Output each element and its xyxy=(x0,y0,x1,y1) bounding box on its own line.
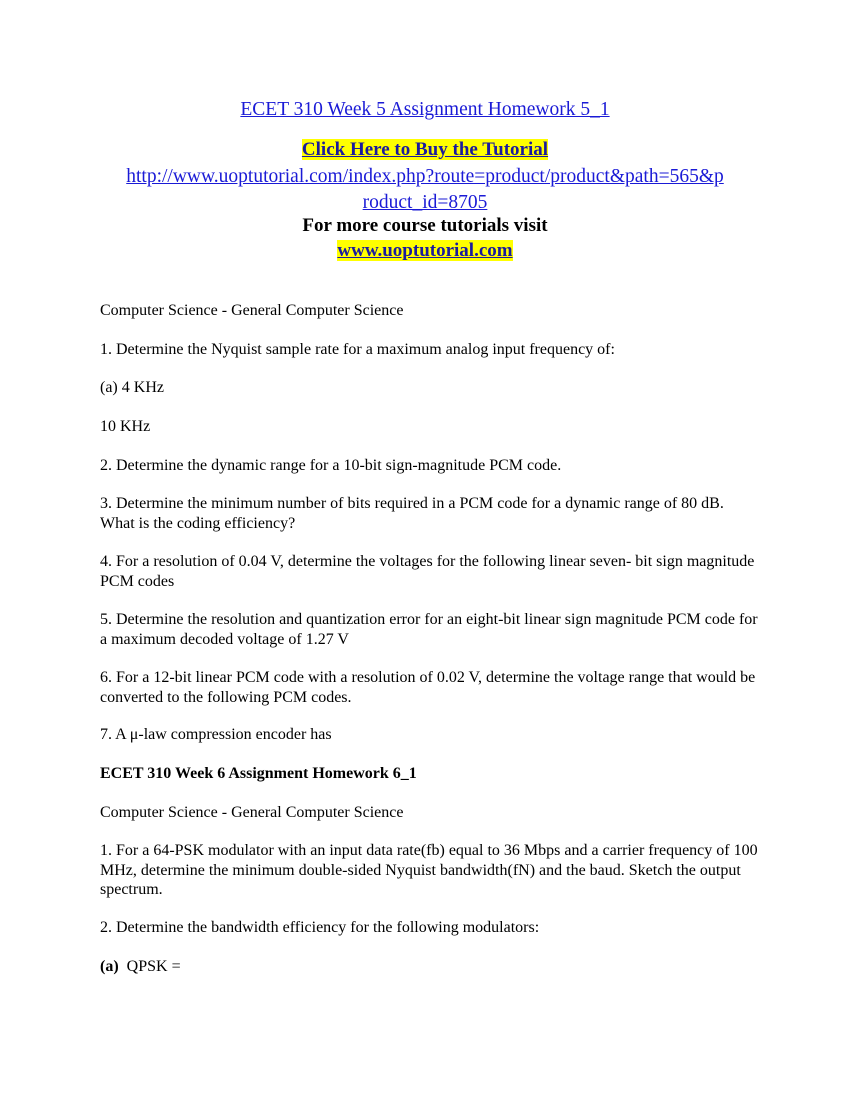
product-url-line2[interactable]: roduct_id=8705 xyxy=(362,192,488,213)
week5-question-4: 4. For a resolution of 0.04 V, determine the voltages for the following linear seven- bit sign magnitude PCM codes xyxy=(100,553,755,590)
week6-question-2a xyxy=(100,957,760,977)
week5-question-6: 6. For a 12-bit linear PCM code with a resolution of 0.02 V, determine the voltage range that would be converted to the following PCM codes. xyxy=(100,669,756,706)
week6-heading: ECET 310 Week 6 Assignment Homework 6_1 xyxy=(100,765,417,782)
week5-category: Computer Science - General Computer Science xyxy=(100,302,404,319)
question-2a-label: (a) xyxy=(100,958,119,975)
week6-question-2: 2. Determine the bandwidth efficiency for the following modulators: xyxy=(100,919,540,936)
product-url-link[interactable] xyxy=(0,164,850,216)
week5-question-3: 3. Determine the minimum number of bits required in a PCM code for a dynamic range of 80 dB. What is the coding efficiency? xyxy=(100,495,724,532)
week6-question-1: 1. For a 64-PSK modulator with an input data rate(fb) equal to 36 Mbps and a carrier frequency of 100 MHz, determine the minimum double-sided Nyquist bandwidth(fN) and the baud. Sketch the output spectrum. xyxy=(100,842,758,898)
product-url-line1[interactable]: http://www.uoptutorial.com/index.php?route=product/product&path=565&p xyxy=(126,166,724,187)
site-link-label[interactable]: www.uoptutorial.com xyxy=(337,240,513,261)
buy-tutorial-link[interactable] xyxy=(0,139,850,161)
week5-question-1: 1. Determine the Nyquist sample rate for a maximum analog input frequency of: xyxy=(100,341,615,358)
more-tutorials-text: For more course tutorials visit xyxy=(302,215,548,236)
buy-tutorial-label[interactable]: Click Here to Buy the Tutorial xyxy=(301,139,549,160)
site-link[interactable] xyxy=(0,240,850,262)
title-link[interactable]: ECET 310 Week 5 Assignment Homework 5_1 xyxy=(240,99,610,120)
week5-question-7: 7. A μ-law compression encoder has xyxy=(100,726,332,743)
week5-question-2: 2. Determine the dynamic range for a 10-bit sign-magnitude PCM code. xyxy=(100,457,562,474)
week5-question-5: 5. Determine the resolution and quantization error for an eight-bit linear sign magnitude PCM code for a maximum decoded voltage of 1.27 V xyxy=(100,611,758,648)
week5-question-1a: (a) 4 KHz xyxy=(100,379,164,396)
week6-category: Computer Science - General Computer Science xyxy=(100,804,404,821)
week5-question-1b: 10 KHz xyxy=(100,418,151,435)
question-2a-text: QPSK = xyxy=(118,958,181,975)
